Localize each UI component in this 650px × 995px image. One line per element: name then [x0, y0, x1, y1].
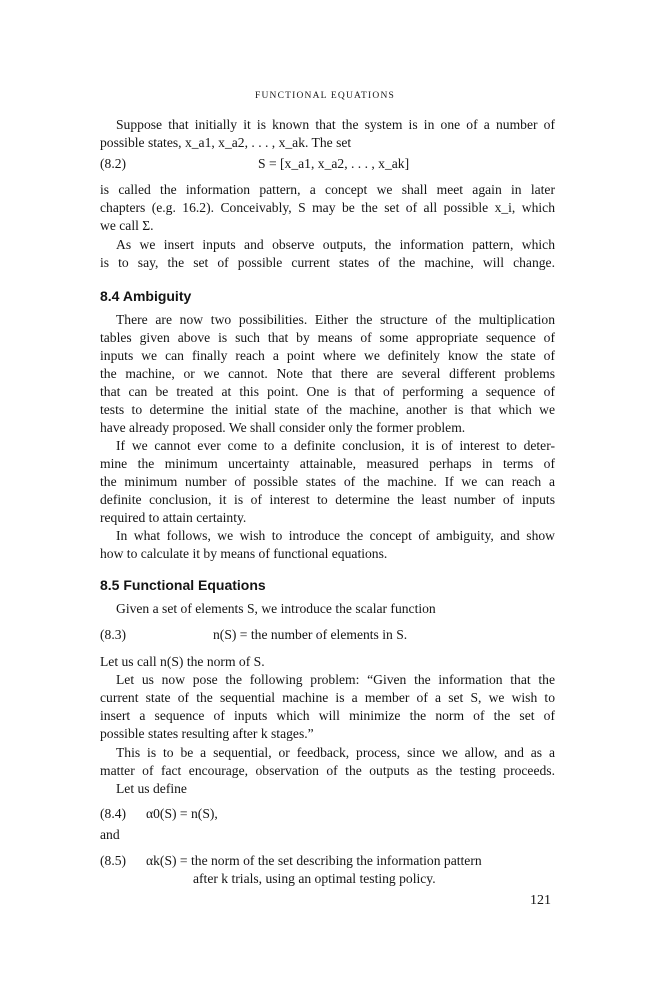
page-number: 121	[530, 893, 551, 908]
text-line: tests to determine the initial state of the machine, another is that which we	[100, 402, 555, 417]
text-line: chapters (e.g. 16.2). Conceivably, S may be the set of all possible x_i, which	[100, 200, 555, 215]
equation-8-5-line-2: after k trials, using an optimal testing policy.	[193, 871, 436, 886]
text-line: is to say, the set of possible current states of the machine, will change.	[100, 255, 555, 270]
equation-number: (8.2)	[100, 156, 127, 171]
text-line: tables given above is such that by means of some appropriate sequence of	[100, 330, 555, 345]
text-line: Given a set of elements S, we introduce the scalar function	[116, 601, 436, 616]
text-line: insert a sequence of inputs which will minimize the norm of the set of	[100, 708, 555, 723]
text-line: If we cannot ever come to a definite conclusion, it is of interest to deter-	[116, 438, 555, 453]
section-heading-8-5: 8.5 Functional Equations	[100, 577, 266, 593]
equation-8-3: n(S) = the number of elements in S.	[213, 627, 408, 642]
text-line: possible states resulting after k stages.”	[100, 726, 314, 741]
equation-number: (8.3)	[100, 627, 127, 642]
text-line: matter of fact encourage, observation of the outputs as the testing proceeds.	[100, 763, 555, 778]
running-header: FUNCTIONAL EQUATIONS	[254, 91, 396, 101]
equation-number: (8.4)	[100, 806, 127, 821]
text-line: Let us define	[116, 781, 187, 796]
text-line: the minimum number of possible states of the machine. If we can reach a	[100, 474, 555, 489]
text-line: the machine, or we cannot. Note that there are several different problems	[100, 366, 555, 381]
equation-number: (8.5)	[100, 853, 127, 868]
text-line: This is to be a sequential, or feedback, process, since we allow, and as a	[116, 745, 555, 760]
text-line: inputs we can finally reach a point where we definitely know the state of	[100, 348, 555, 363]
text-line: is called the information pattern, a concept we shall meet again in later	[100, 182, 555, 197]
section-heading-8-4: 8.4 Ambiguity	[100, 288, 192, 304]
text-line: and	[100, 827, 120, 842]
text-line: Let us now pose the following problem: “Given the information that the	[116, 672, 555, 687]
text-line: In what follows, we wish to introduce the concept of ambiguity, and show	[116, 528, 555, 543]
equation-8-4: α0(S) = n(S),	[146, 806, 218, 821]
text-line: definite conclusion, it is of interest to determine the least number of inputs	[100, 492, 555, 507]
equation-8-5-line-1: αk(S) = the norm of the set describing the information pattern	[146, 853, 482, 868]
text-line: Suppose that initially it is known that the system is in one of a number of	[116, 117, 555, 132]
equation-8-2: S = [x_a1, x_a2, . . . , x_ak]	[258, 156, 410, 171]
text-line: how to calculate it by means of functional equations.	[100, 546, 388, 561]
text-line: There are now two possibilities. Either the structure of the multiplication	[116, 312, 555, 327]
text-line: As we insert inputs and observe outputs, the information pattern, which	[116, 237, 555, 252]
text-line: Let us call n(S) the norm of S.	[100, 654, 265, 669]
text-line: we call Σ.	[100, 218, 154, 233]
text-line: mine the minimum uncertainty attainable, measured perhaps in terms of	[100, 456, 555, 471]
text-line: possible states, x_a1, x_a2, . . . , x_ak. The set	[100, 135, 352, 150]
text-line: required to attain certainty.	[100, 510, 247, 525]
text-line: have already proposed. We shall consider only the former problem.	[100, 420, 466, 435]
text-line: current state of the sequential machine is a member of a set S, we wish to	[100, 690, 555, 705]
text-line: that can be treated at this point. One is that of performing a sequence of	[100, 384, 555, 399]
